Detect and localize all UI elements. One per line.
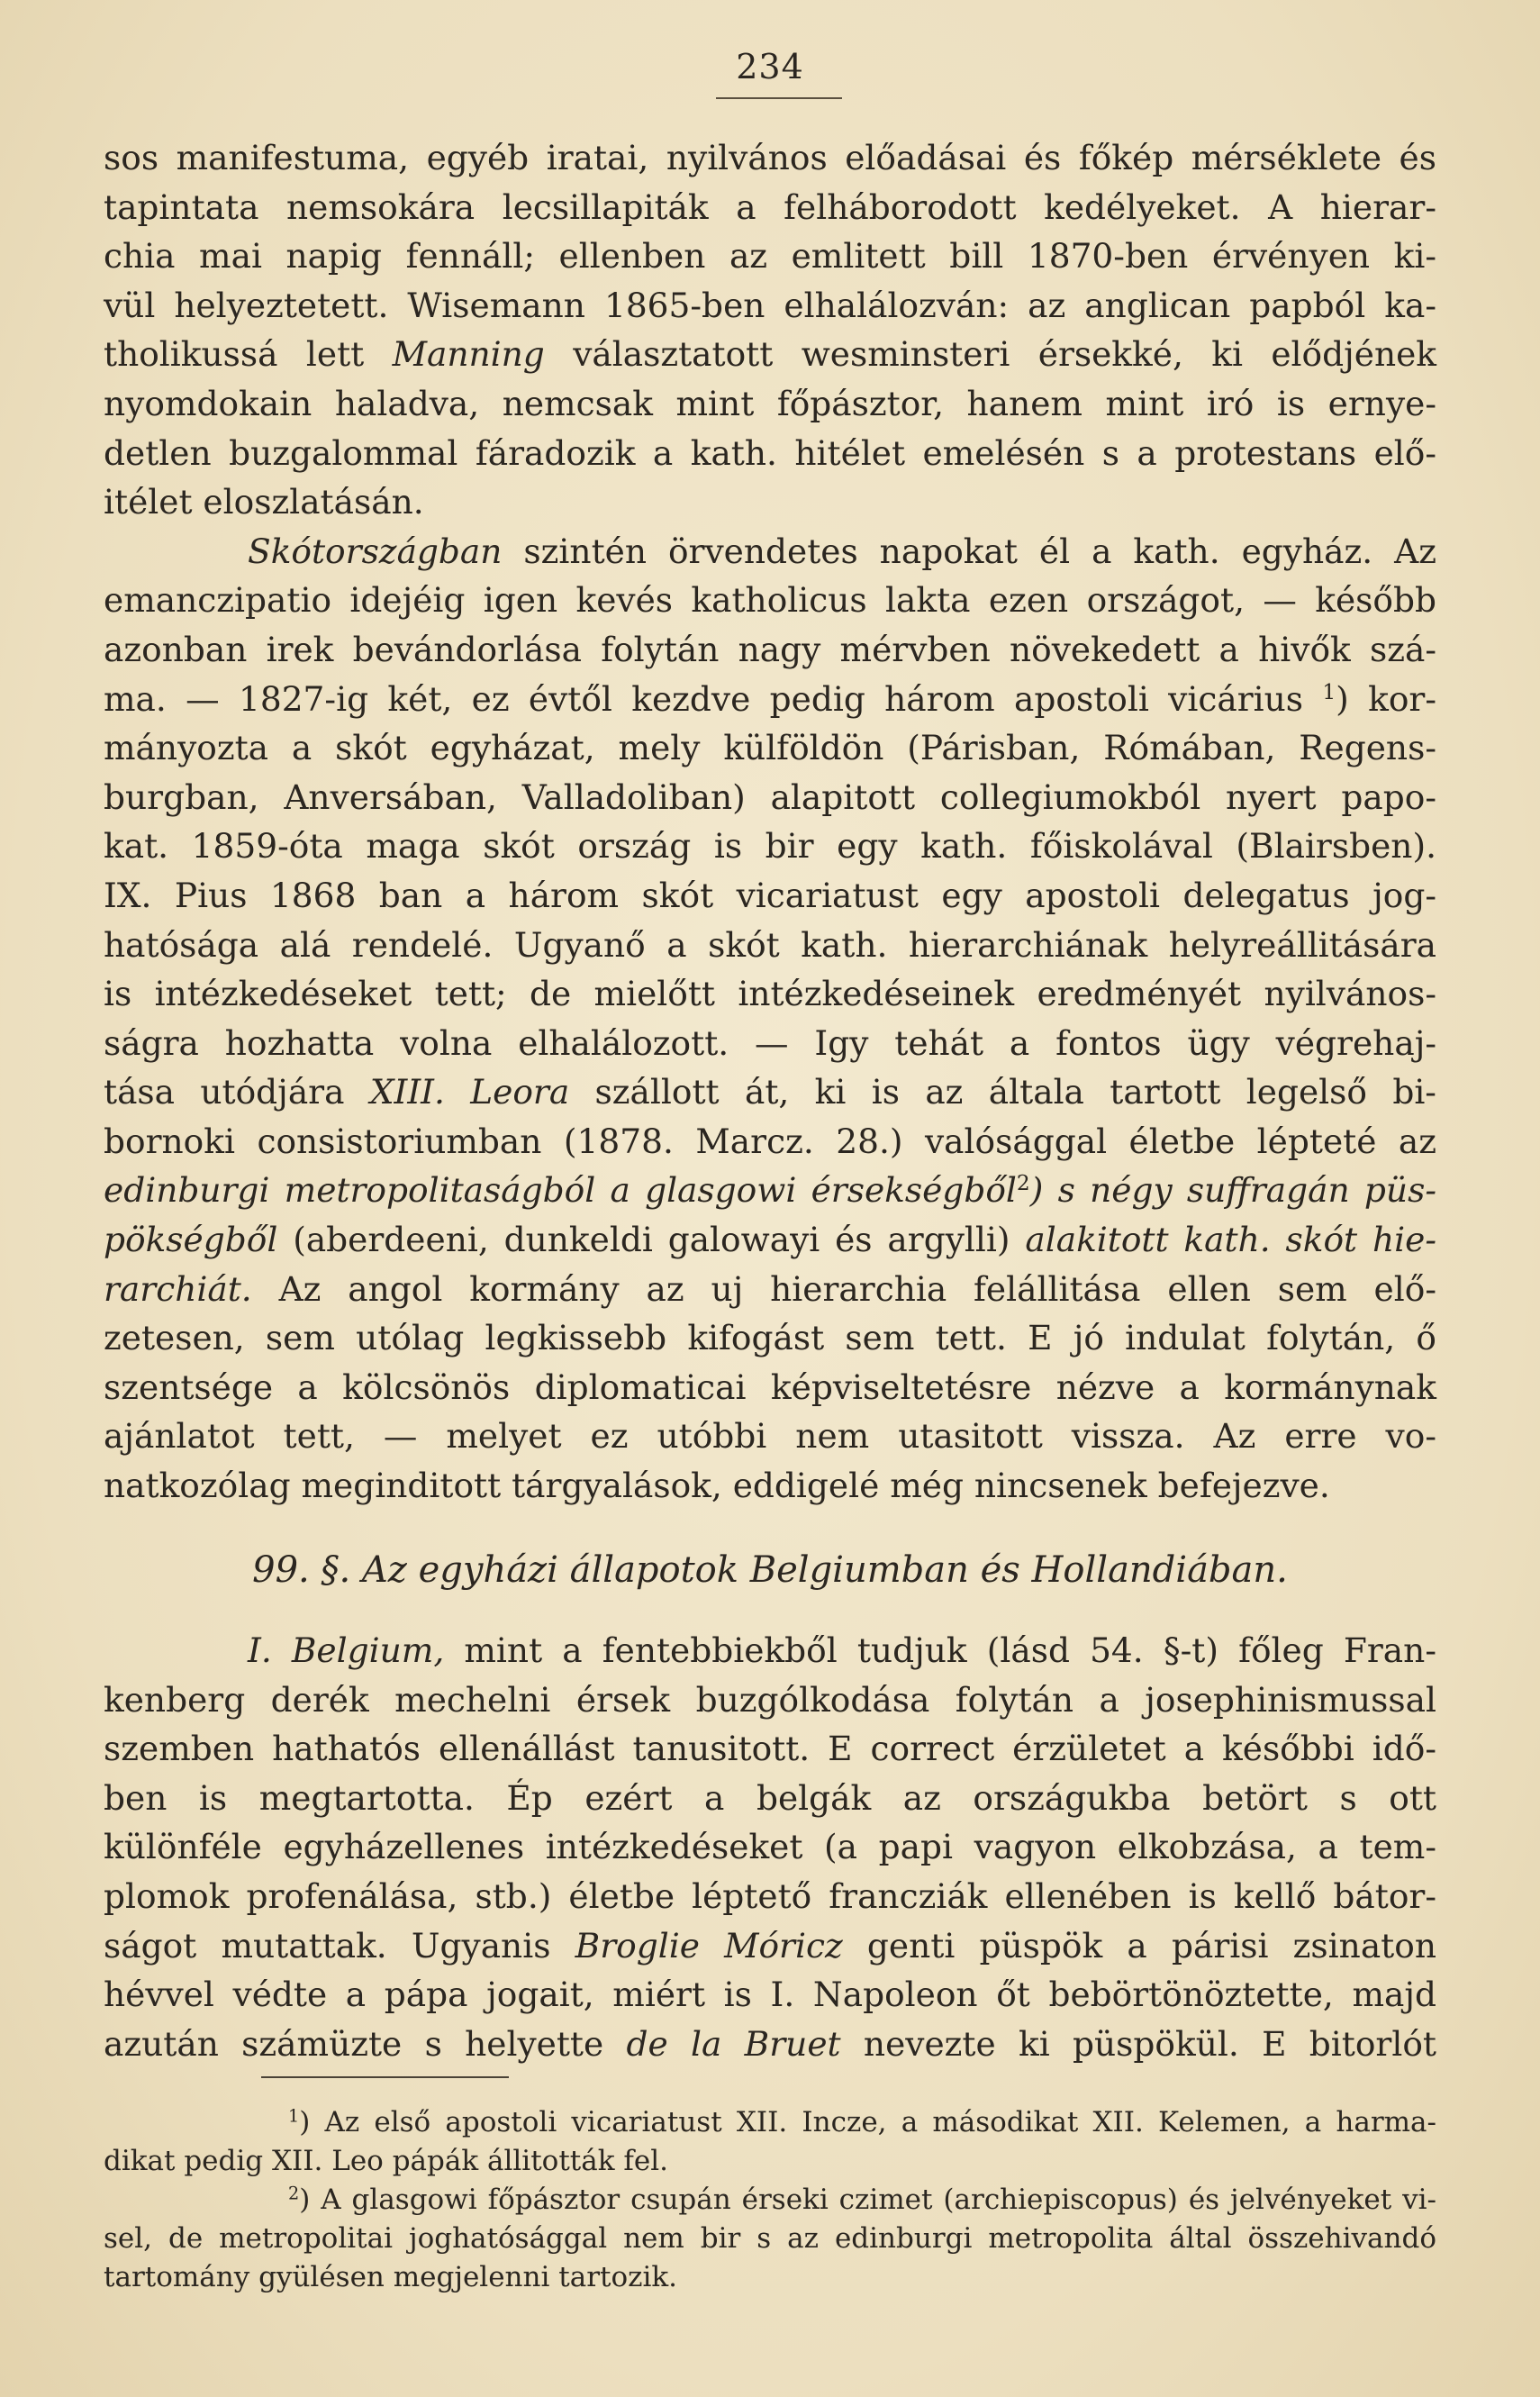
text-segment: ) Az első apostoli vicariatust XII. Incze, a másodikat XII. Kelemen, a harma- <box>299 2106 1436 2138</box>
text-segment: chia mai napig fennáll; ellenben az emlitett bill 1870-ben érvényen ki- <box>104 236 1436 277</box>
footnote-line <box>104 2142 1436 2181</box>
text-line <box>104 921 1436 970</box>
text-line <box>104 822 1436 871</box>
text-line <box>104 1822 1436 1872</box>
text-line <box>104 183 1436 232</box>
text-segment: szállott át, ki is az általa tartott legelső bi- <box>569 1072 1436 1112</box>
text-segment: plomok profenálása, stb.) életbe léptető francziák ellenében is kellő bátor- <box>104 1875 1436 1916</box>
text-segment: tása utódjára <box>104 1072 370 1112</box>
text-segment: Az angol kormány az uj hierarchia felállitása ellen sem elő- <box>251 1268 1436 1309</box>
italic-text: XIII. Leora <box>369 1072 570 1112</box>
footnote-marker: 1 <box>288 2105 300 2127</box>
text-segment: ben is megtartotta. Ép ezért a belgák az országukba betört s ott <box>104 1777 1436 1818</box>
text-segment: tapintata nemsokára lecsillapiták a felháborodott kedélyeket. A hierar- <box>104 186 1436 227</box>
text-segment: sel, de metropolitai joghatósággal nem bir s az edinburgi metropolita által összehivandó <box>104 2222 1436 2255</box>
text-line <box>104 1724 1436 1774</box>
text-line <box>104 871 1436 921</box>
page-number: 234 <box>736 47 804 86</box>
text-segment: ) A glasgowi főpásztor csupán érseki czimet (archiepiscopus) és jelvényeket vi- <box>299 2184 1436 2216</box>
main-text-section-2 <box>104 1626 1436 2068</box>
text-segment: zetesen, sem utólag legkissebb kifogást sem tett. E jó indulat folytán, ő <box>104 1318 1436 1358</box>
text-segment: burgban, Anversában, Valladoliban) alapitott collegiumokból nyert papo- <box>104 776 1436 817</box>
text-segment: bornoki consistoriumban (1878. Marcz. 28.) valósággal életbe lépteté az <box>104 1121 1436 1161</box>
text-line <box>104 1215 1436 1265</box>
footnote-marker: 1 <box>1322 679 1336 704</box>
italic-text: pökségből <box>104 1220 278 1260</box>
text-line <box>104 675 1436 724</box>
text-line <box>104 576 1436 625</box>
text-segment: szentsége a kölcsönös diplomaticai képviseltetésre nézve a kormánynak <box>104 1366 1436 1407</box>
footnote-line <box>104 2258 1436 2297</box>
text-line <box>104 1019 1436 1068</box>
footnote-marker: 2 <box>288 2183 300 2204</box>
text-segment: nyomdokain haladva, nemcsak mint főpásztor, hanem mint iró is ernye- <box>104 383 1436 423</box>
text-line <box>104 429 1436 478</box>
text-line <box>104 379 1436 429</box>
text-line <box>104 281 1436 331</box>
text-line <box>104 527 1436 577</box>
italic-text: Manning <box>392 334 545 375</box>
text-line <box>104 1774 1436 1823</box>
text-segment: IX. Pius 1868 ban a három skót vicariatust egy apostoli delegatus jog- <box>104 875 1436 915</box>
text-segment: ságra hozhatta volna elhalálozott. — Igy tehát a fontos ügy végrehaj- <box>104 1022 1436 1063</box>
text-segment: mint a fentebbiekből tudjuk (lásd 54. §-t) főleg Fran- <box>444 1630 1436 1670</box>
text-line <box>104 625 1436 675</box>
text-line <box>104 477 1436 527</box>
footnote-line <box>261 2103 1436 2142</box>
italic-text: I. Belgium, <box>248 1630 445 1670</box>
text-segment: dikat pedig XII. Leo pápák állitották fel. <box>104 2145 668 2177</box>
text-line <box>104 1363 1436 1412</box>
text-segment: itélet eloszlatásán. <box>104 482 424 522</box>
text-segment: ) kor- <box>1336 678 1437 719</box>
italic-text: alakitott kath. skót hie- <box>1025 1220 1436 1260</box>
text-segment: ma. — 1827-ig két, ez évtől kezdve pedig három apostoli vicárius <box>104 678 1323 719</box>
text-segment: kenberg derék mechelni érsek buzgólkodása folytán a josephinismussal <box>104 1679 1436 1720</box>
text-line <box>104 1921 1436 1971</box>
text-segment: azonban irek bevándorlása folytán nagy mérvben növekedett a hivők szá- <box>104 629 1436 669</box>
text-line <box>104 1675 1436 1725</box>
text-line <box>104 1117 1436 1167</box>
footnote-line <box>261 2181 1436 2220</box>
page-number-rule <box>716 97 842 99</box>
text-segment: azután számüzte s helyette <box>104 2023 627 2064</box>
text-line <box>104 1313 1436 1363</box>
text-segment: mányozta a skót egyházat, mely külföldön (Párisban, Rómában, Regens- <box>104 728 1436 768</box>
text-segment: különféle egyházellenes intézkedéseket (a papi vagyon elkobzása, a tem- <box>104 1827 1436 1867</box>
text-segment: tartomány gyülésen megjelenni tartozik. <box>104 2261 678 2293</box>
text-line <box>104 232 1436 281</box>
footnote-marker: 2 <box>1016 1171 1030 1196</box>
footnote-rule <box>261 2076 509 2078</box>
text-segment: hatósága alá rendelé. Ugyanő a skót kath. hierarchiának helyreállitására <box>104 924 1436 965</box>
section-heading: 99. §. Az egyházi állapotok Belgiumban és Hollandiában. <box>252 1549 1288 1591</box>
text-line <box>104 2020 1436 2069</box>
italic-text: ) s négy suffragán püs- <box>1029 1170 1436 1211</box>
italic-text: rarchiát. <box>104 1268 252 1309</box>
text-segment: tholikussá lett <box>104 334 393 375</box>
text-segment: sos manifestuma, egyéb iratai, nyilvános előadásai és főkép mérséklete és <box>104 138 1436 177</box>
text-segment: ságot mutattak. Ugyanis <box>104 1925 575 1966</box>
text-line <box>104 773 1436 822</box>
text-line <box>104 1626 1436 1675</box>
text-segment: választatott wesminsteri érsekké, ki elődjének <box>544 334 1437 375</box>
text-line <box>104 723 1436 773</box>
text-segment: natkozólag meginditott tárgyalások, eddigelé még nincsenek befejezve. <box>104 1466 1330 1506</box>
text-line <box>104 1166 1436 1215</box>
italic-text: de la Bruet <box>626 2023 841 2064</box>
text-line <box>104 1265 1436 1314</box>
main-text-section-1 <box>104 133 1436 1511</box>
text-segment: is intézkedéseket tett; de mielőtt intézkedéseinek eredményét nyilvános- <box>104 974 1436 1014</box>
footnote-line <box>104 2220 1436 2258</box>
italic-text: edinburgi metropolitaságból a glasgowi érsekségből <box>104 1170 1017 1211</box>
text-segment: nevezte ki püspökül. E bitorlót <box>840 2023 1436 2064</box>
text-line <box>104 330 1436 379</box>
text-segment: szintén örvendetes napokat él a kath. egyház. Az <box>502 531 1436 571</box>
italic-text: Skótországban <box>248 531 503 571</box>
text-segment: hévvel védte a pápa jogait, miért is I. Napoleon őt bebörtönöztette, majd <box>104 1975 1436 2015</box>
text-line <box>104 1461 1436 1511</box>
text-line <box>104 133 1436 183</box>
text-segment: szemben hathatós ellenállást tanusitott. E correct érzületet a későbbi idő- <box>104 1729 1436 1769</box>
footnotes <box>104 2103 1436 2297</box>
text-segment: emanczipatio idejéig igen kevés katholicus lakta ezen országot, — később <box>104 580 1436 621</box>
text-segment: kat. 1859-óta maga skót ország is bir egy kath. főiskolával (Blairsben). <box>104 826 1436 867</box>
text-line <box>104 1067 1436 1117</box>
text-line <box>104 1412 1436 1461</box>
italic-text: Broglie Móricz <box>575 1925 843 1966</box>
text-segment: (aberdeeni, dunkeldi galowayi és argylli) <box>277 1220 1026 1260</box>
text-segment: vül helyeztetett. Wisemann 1865-ben elhalálozván: az anglican papból ka- <box>104 285 1436 325</box>
text-line <box>104 1872 1436 1921</box>
text-segment: detlen buzgalommal fáradozik a kath. hitélet emelésén s a protestans elő- <box>104 432 1436 473</box>
text-segment: ajánlatot tett, — melyet ez utóbbi nem utasitott vissza. Az erre vo- <box>104 1416 1436 1457</box>
text-line <box>104 969 1436 1019</box>
text-segment: genti püspök a párisi zsinaton <box>842 1925 1436 1966</box>
text-line <box>104 1970 1436 2020</box>
